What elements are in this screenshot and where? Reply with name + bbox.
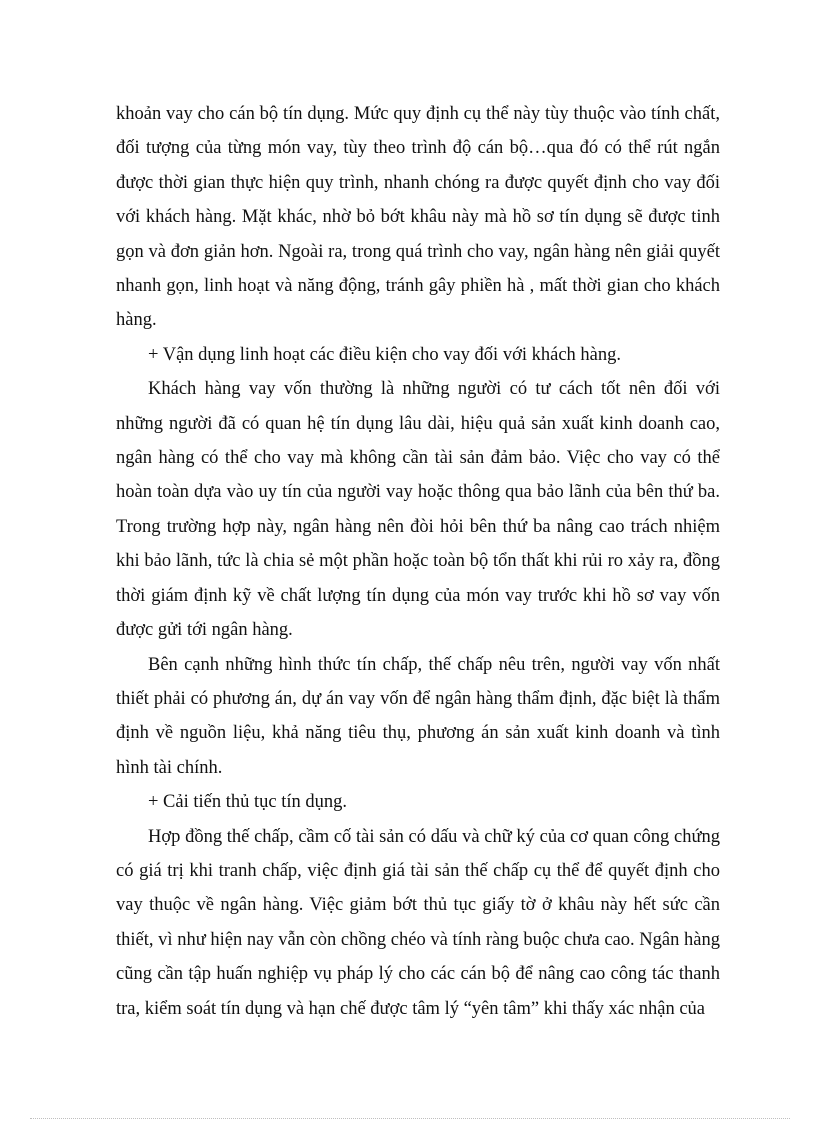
paragraph-3: Khách hàng vay vốn thường là những người có tư cách tốt nên đối với những người đã có quan hệ tín dụng lâu dài, hiệu quả sản xuất kinh doanh cao, ngân hàng có thể cho vay mà không cần tài sản đảm bảo. Việc cho vay có thể hoàn toàn dựa vào uy tín của người vay hoặc thông qua bảo lãnh của bên thứ ba. Trong trường hợp này, ngân hàng nên đòi hỏi bên thứ ba nâng cao trách nhiệm khi bảo lãnh, tức là chia sẻ một phần hoặc toàn bộ tổn thất khi rủi ro xảy ra, đồng thời giám định kỹ về chất lượng tín dụng của món vay trước khi hồ sơ vay vốn được gửi tới ngân hàng.	[116, 379, 720, 641]
footer-dotted-rule	[30, 1118, 790, 1119]
paragraph-4: Bên cạnh những hình thức tín chấp, thế chấp nêu trên, người vay vốn nhất thiết phải có phương án, dự án vay vốn để ngân hàng thẩm định, đặc biệt là thẩm định về nguồn liệu, khả năng tiêu thụ, phương án sản xuất kinh doanh và tình hình tài chính.	[116, 654, 720, 778]
paragraph-5-heading: + Cải tiến thủ tục tín dụng.	[148, 792, 348, 813]
paragraph-2-heading: + Vận dụng linh hoạt các điều kiện cho vay đối với khách hàng.	[148, 344, 622, 365]
paragraph-6: Hợp đồng thế chấp, cầm cố tài sản có dấu và chữ ký của cơ quan công chứng có giá trị khi tranh chấp, việc định giá tài sản thế chấp cụ thể để quyết định cho vay thuộc về ngân hàng. Việc giảm bớt thủ tục giấy tờ ở khâu này hết sức cần thiết, vì như hiện nay vẫn còn chồng chéo và tính ràng buộc chưa cao. Ngân hàng cũng cần tập huấn nghiệp vụ pháp lý cho các cán bộ để nâng cao công tác thanh tra, kiểm soát tín dụng và hạn chế được tâm lý “yên tâm” khi thấy xác nhận của	[116, 826, 720, 1019]
document-body	[116, 97, 720, 1026]
paragraph-1: khoản vay cho cán bộ tín dụng. Mức quy định cụ thể này tùy thuộc vào tính chất, đối tượng của từng món vay, tùy theo trình độ cán bộ…qua đó có thể rút ngắn được thời gian thực hiện quy trình, nhanh chóng ra được quyết định cho vay đối với khách hàng. Mặt khác, nhờ bỏ bớt khâu này mà hồ sơ tín dụng sẽ được tinh gọn và đơn giản hơn. Ngoài ra, trong quá trình cho vay, ngân hàng nên giải quyết nhanh gọn, linh hoạt và năng động, tránh gây phiền hà , mất thời gian cho khách hàng.	[116, 104, 720, 331]
